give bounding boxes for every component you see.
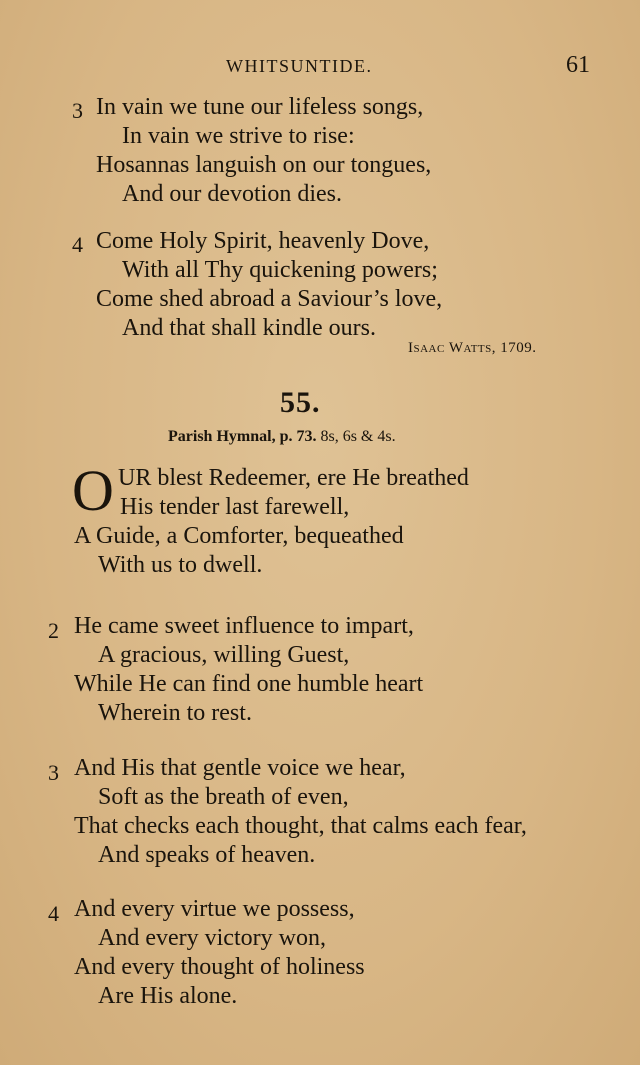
verse-line: And that shall kindle ours. <box>122 315 376 341</box>
page-number: 61 <box>566 52 590 78</box>
verse-number: 2 <box>48 618 59 643</box>
hymn-number: 55. <box>280 386 321 419</box>
drop-cap: O <box>72 458 114 523</box>
verse-line: And every victory won, <box>98 925 326 951</box>
verse-line: Hosannas languish on our tongues, <box>96 152 432 178</box>
meter: 8s, 6s & 4s. <box>320 428 396 445</box>
verse-line: A Guide, a Comforter, bequeathed <box>74 523 404 549</box>
verse-line: And our devotion dies. <box>122 181 342 207</box>
verse-line: That checks each thought, that calms each fear, <box>74 813 527 839</box>
verse-number: 3 <box>72 98 83 123</box>
running-header: WHITSUNTIDE. <box>226 56 373 76</box>
verse-line: And every thought of holiness <box>74 954 365 980</box>
hymnal-source: Parish Hymnal, p. 73. <box>168 428 317 445</box>
verse-line: And speaks of heaven. <box>98 842 316 868</box>
verse-line: He came sweet influence to impart, <box>74 613 414 639</box>
verse-line: While He can find one humble heart <box>74 671 424 697</box>
verse-line: In vain we strive to rise: <box>122 123 355 149</box>
verse-line: Come shed abroad a Saviour’s love, <box>96 286 443 312</box>
verse-line: And every virtue we possess, <box>74 896 355 922</box>
verse-number: 4 <box>72 232 83 257</box>
verse-line: His tender last farewell, <box>120 494 350 520</box>
verse-line: Are His alone. <box>98 983 238 1009</box>
verse-line: With all Thy quickening powers; <box>122 257 438 283</box>
tune-reference <box>168 428 396 446</box>
verse-number: 3 <box>48 760 59 785</box>
verse-line: Wherein to rest. <box>98 700 252 726</box>
verse-line: And His that gentle voice we hear, <box>74 755 406 781</box>
verse-line: A gracious, willing Guest, <box>98 642 350 668</box>
verse-line: Come Holy Spirit, heavenly Dove, <box>96 228 430 254</box>
verse-line: Soft as the breath of even, <box>98 784 349 810</box>
hymn-author: Isaac Watts, 1709. <box>408 340 537 356</box>
verse-line: With us to dwell. <box>98 552 263 578</box>
verse-number: 4 <box>48 901 59 926</box>
verse-line: UR blest Redeemer, ere He breathed <box>118 465 469 491</box>
verse-line: In vain we tune our lifeless songs, <box>96 94 424 120</box>
